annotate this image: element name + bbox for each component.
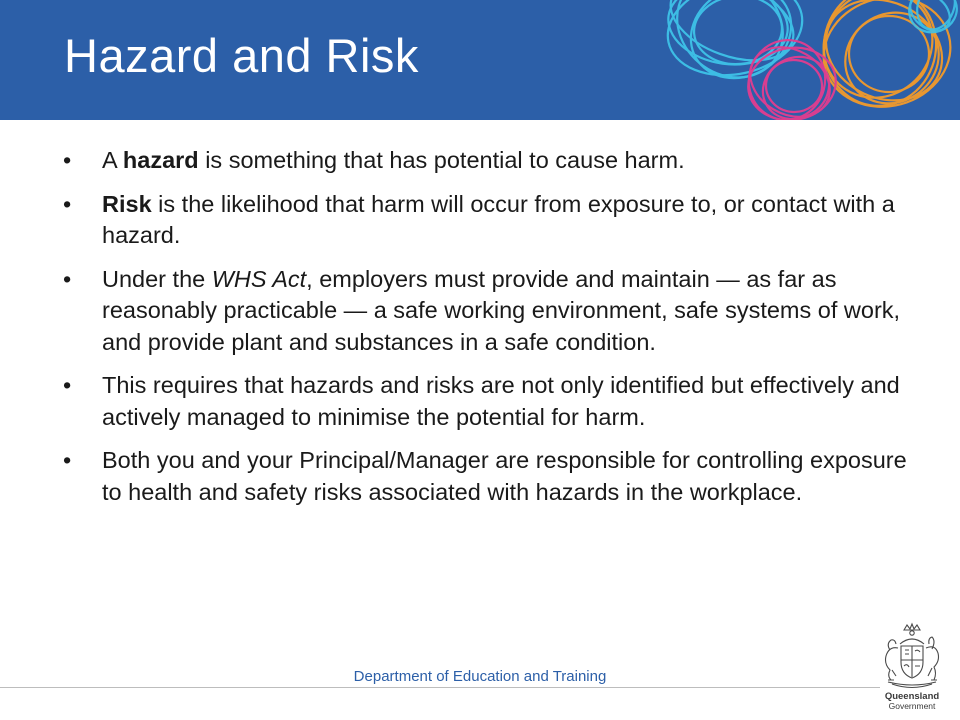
bullet-text: This requires that hazards and risks are not only identified but effectively and actively managed to minimise the potential for harm. xyxy=(102,372,900,430)
bullet-text: Both you and your Principal/Manager are responsible for controlling exposure to health and safety risks associated with hazards in the workplace. xyxy=(102,447,907,505)
queensland-coat-of-arms-icon xyxy=(874,622,950,712)
logo-text-line-1: Queensland xyxy=(884,691,940,702)
bullet-item xyxy=(63,445,913,508)
bullet-item xyxy=(63,264,913,359)
footer-divider xyxy=(0,687,880,688)
bullet-list xyxy=(63,145,913,520)
bold-term: Risk xyxy=(102,190,152,217)
bullet-text: , employers must provide and maintain — as far as reasonably practicable — a safe working environment, safe systems of work, and provide plant and substances in a safe condition. xyxy=(102,265,901,355)
bullet-text: A xyxy=(102,147,123,173)
footer-department: Department of Education and Training xyxy=(353,668,607,685)
slide-title: Hazard and Risk xyxy=(64,29,419,82)
bullet-marker: • xyxy=(63,372,72,398)
logo-text-line-2: Government xyxy=(888,701,936,711)
bold-term: hazard xyxy=(122,147,199,173)
bullet-item xyxy=(63,370,913,433)
bullet-marker: • xyxy=(63,265,72,292)
bullet-item xyxy=(63,189,913,252)
title-bar xyxy=(0,0,960,120)
italic-term: WHS Act xyxy=(211,265,307,292)
bullet-text: is something that has potential to cause harm. xyxy=(198,147,685,173)
bullet-text: Under the xyxy=(102,265,212,292)
bullet-text: is the likelihood that harm will occur from exposure to, or contact with a hazard. xyxy=(102,190,895,248)
bullet-item xyxy=(63,145,913,177)
bullet-marker: • xyxy=(63,190,72,217)
bullet-marker: • xyxy=(63,447,72,473)
bullet-marker: • xyxy=(63,147,72,173)
